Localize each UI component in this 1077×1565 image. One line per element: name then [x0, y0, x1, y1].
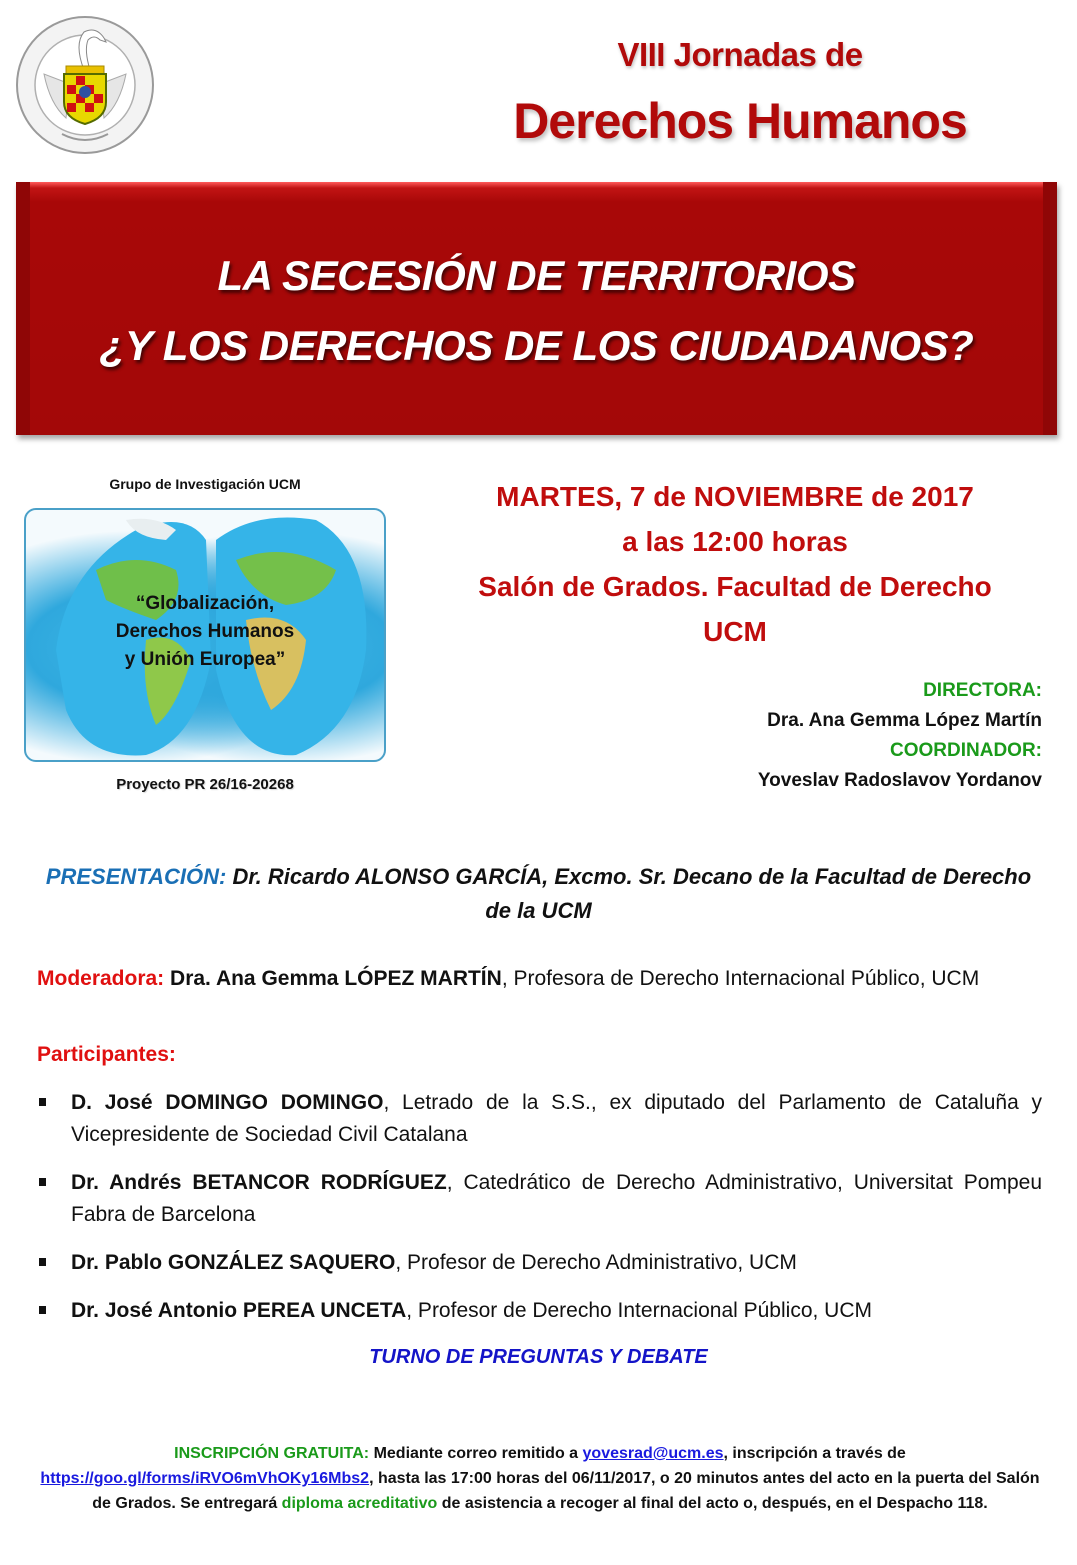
- event-series-title: VIII Jornadas de: [617, 36, 863, 73]
- presentation-text: Dr. Ricardo ALONSO GARCÍA, Excmo. Sr. Decano de la Facultad de Derecho de la UCM: [232, 864, 1032, 923]
- participants-list: [37, 1087, 1042, 1343]
- moderator: [37, 966, 1047, 992]
- participant-role: , Letrado de la S.S., ex diputado del Parlamento de Cataluña y Vicepresidente de Sociedad Civil Catalana: [71, 1091, 1043, 1146]
- participant-name: Dr. José Antonio PEREA UNCETA: [71, 1299, 407, 1322]
- event-date: MARTES, 7 de NOVIEMBRE de 2017: [496, 481, 974, 512]
- director-name: Dra. Ana Gemma López Martín: [767, 710, 1042, 731]
- coordinator-label: COORDINADOR:: [890, 740, 1042, 761]
- participant-role: , Catedrático de Derecho Administrativo, Universitat Pompeu Fabra de Barcelona: [71, 1171, 1043, 1226]
- diploma-highlight: diploma acreditativo: [281, 1495, 438, 1512]
- moderator-name: Dra. Ana Gemma LÓPEZ MARTÍN: [170, 967, 502, 990]
- banner-title-line2: ¿Y LOS DERECHOS DE LOS CIUDADANOS?: [99, 322, 974, 369]
- participant-role: , Profesor de Derecho Internacional Público, UCM: [406, 1299, 872, 1322]
- bullet-icon: [39, 1306, 46, 1314]
- bullet-icon: [39, 1258, 46, 1266]
- participant-item: [37, 1167, 1042, 1231]
- research-group-label: Grupo de Investigación UCM: [109, 476, 301, 492]
- event-time: a las 12:00 horas: [622, 526, 848, 557]
- ucm-logo: [14, 14, 156, 156]
- participant-role: , Profesor de Derecho Administrativo, UCM: [395, 1251, 797, 1274]
- event-details: [430, 474, 1040, 654]
- moderator-role: , Profesora de Derecho Internacional Público, UCM: [501, 967, 980, 990]
- participant-item: [37, 1247, 1042, 1279]
- director-label: DIRECTORA:: [923, 680, 1042, 701]
- participant-item: [37, 1295, 1042, 1327]
- banner-title-line1: LA SECESIÓN DE TERRITORIOS: [217, 252, 856, 299]
- event-institution: UCM: [703, 616, 767, 647]
- university-seal-icon: [14, 14, 156, 156]
- participant-item: [37, 1087, 1042, 1151]
- participant-name: D. José DOMINGO DOMINGO: [71, 1091, 384, 1114]
- registration-label: INSCRIPCIÓN GRATUITA:: [174, 1445, 370, 1462]
- organizers: [600, 676, 1042, 796]
- participant-name: Dr. Andrés BETANCOR RODRÍGUEZ: [71, 1171, 447, 1194]
- coordinator-name: Yoveslav Radoslavov Yordanov: [757, 770, 1042, 791]
- registration-info: INSCRIPCIÓN GRATUITA: Mediante correo remitido a yovesrad@ucm.es, inscripción a través de https://goo.gl/forms/iRVO6mVhOKy16Mbs2, hasta las 17:00 horas del 06/11/2017, o 20 minutos antes del acto en la puerta del Salón de Grados. Se entregará diploma acreditativo de asistencia a recoger al final del acto o, después, en el Despacho 118.: [40, 1445, 1040, 1512]
- moderator-label: Moderadora:: [37, 967, 165, 990]
- participants-label: Participantes:: [37, 1043, 176, 1066]
- project-code: Proyecto PR 26/16-20268: [116, 776, 294, 793]
- registration-form-link[interactable]: https://goo.gl/forms/iRVO6mVhOKy16Mbs2: [40, 1470, 370, 1487]
- event-venue: Salón de Grados. Facultad de Derecho: [478, 571, 992, 602]
- bullet-icon: [39, 1098, 46, 1106]
- main-title-banner: [16, 182, 1057, 435]
- debate-notice: TURNO DE PREGUNTAS Y DEBATE: [369, 1346, 708, 1368]
- presentation-label: PRESENTACIÓN:: [45, 864, 227, 889]
- presentation: [30, 860, 1047, 928]
- research-group-name: “Globalización, Derechos Humanos y Unión Europea”: [115, 593, 295, 670]
- participant-name: Dr. Pablo GONZÁLEZ SAQUERO: [71, 1251, 396, 1274]
- registration-email-link[interactable]: yovesrad@ucm.es: [582, 1445, 724, 1462]
- bullet-icon: [39, 1178, 46, 1186]
- event-topic-title: Derechos Humanos: [513, 93, 967, 149]
- research-group-image: [24, 508, 386, 762]
